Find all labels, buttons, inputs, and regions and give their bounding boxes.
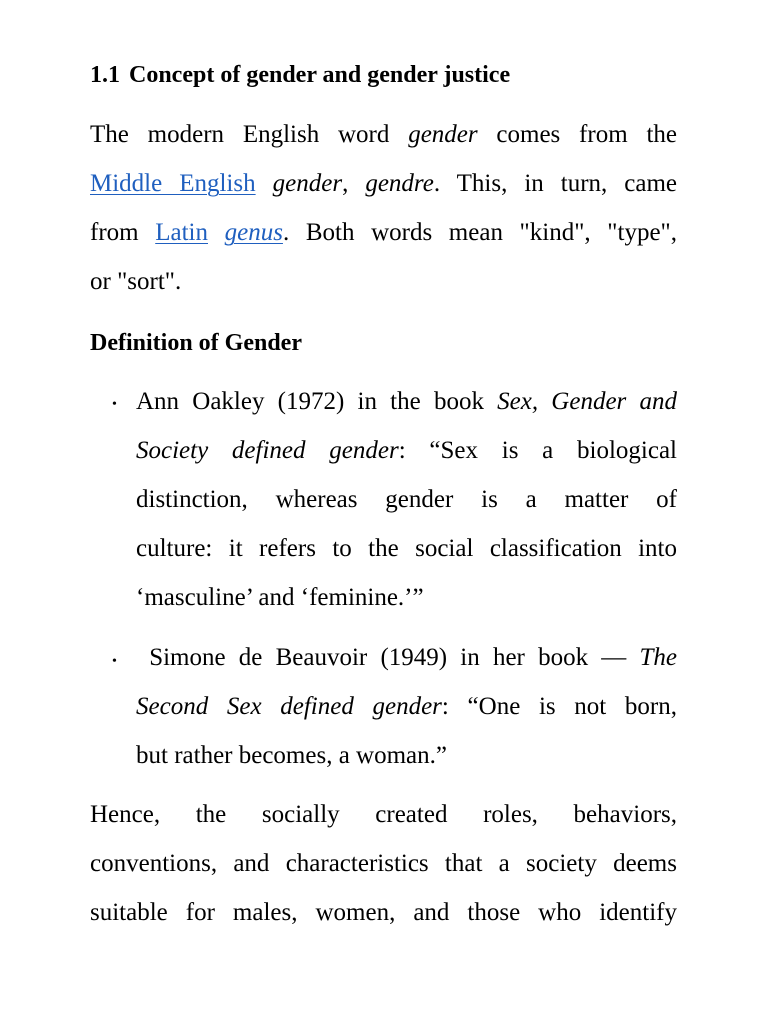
bullet-text: Ann Oakley (1972) in the book [136, 388, 498, 415]
genus-link[interactable]: genus [224, 219, 283, 246]
intro-line-1 [90, 110, 677, 159]
bullet-text: : “Sex is a biological [398, 437, 678, 464]
middle-english-link[interactable]: Middle English [90, 170, 256, 197]
bullet-1-line-3: distinction, whereas gender is a matter of [136, 486, 677, 513]
intro-text: comes from the [477, 121, 677, 148]
intro-line-4: or "sort". [90, 268, 182, 295]
intro-line-3 [90, 208, 677, 257]
intro-text [208, 219, 225, 246]
bullet-1-line-2 [136, 426, 677, 475]
section-title: Concept of gender and gender justice [129, 62, 511, 88]
bullet-marker-2: • [112, 654, 117, 669]
bullet-item-2 [136, 633, 677, 780]
definition-heading: Definition of Gender [90, 330, 302, 356]
intro-text [256, 170, 273, 197]
intro-text: . Both words mean "kind", "type", [282, 219, 677, 246]
bullet-1-line-1 [136, 377, 677, 426]
section-number: 1.1 [90, 62, 120, 88]
bullet-2-line-3: but rather becomes, a woman.” [136, 742, 447, 769]
intro-line-2 [90, 159, 677, 208]
bullet-2-line-2 [136, 682, 677, 731]
intro-term-gender: gender [272, 170, 343, 197]
intro-text: . This, in turn, came [433, 170, 678, 197]
section-heading [90, 58, 510, 92]
book-title: Second Sex defined gender [136, 693, 442, 720]
intro-text: from [90, 219, 156, 246]
bullet-1-line-4: culture: it refers to the social classification into [136, 535, 677, 562]
bullet-1-line-5: ‘masculine’ and ‘feminine.’” [136, 584, 424, 611]
closing-paragraph [90, 790, 677, 937]
intro-paragraph [90, 110, 677, 306]
closing-line-2: conventions, and characteristics that a society deems [90, 850, 677, 877]
book-title: The [639, 644, 677, 671]
latin-link[interactable]: Latin [155, 219, 208, 246]
bullet-item-1 [136, 377, 677, 622]
intro-text: , [342, 170, 366, 197]
closing-line-1: Hence, the socially created roles, behaviors, [90, 801, 677, 828]
intro-text: The modern English word [90, 121, 409, 148]
bullet-marker-1: • [112, 397, 117, 412]
intro-term-gender: gender [408, 121, 478, 148]
bullet-text: Simone de Beauvoir (1949) in her book — [136, 644, 640, 671]
book-title: Society defined gender [136, 437, 399, 464]
intro-term-gendre: gendre [365, 170, 434, 197]
bullet-2-line-1 [136, 633, 677, 682]
book-title: Sex, Gender and [497, 388, 677, 415]
bullet-text: : “One is not born, [441, 693, 678, 720]
closing-line-3: suitable for males, women, and those who identify [90, 899, 677, 926]
